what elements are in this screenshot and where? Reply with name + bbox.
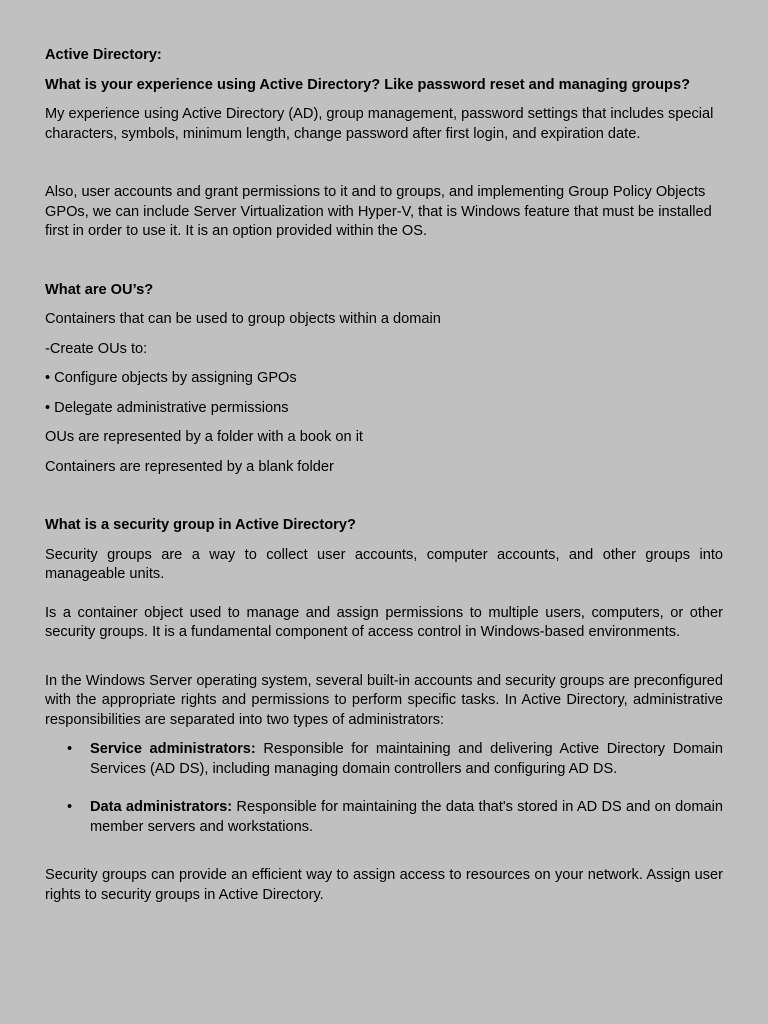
list-item — [45, 798, 723, 837]
bullet: • — [67, 799, 73, 815]
security-group-p4: Security groups can provide an efficient way to assign access to resources on your network. Assign user rights to security groups in Active Directory. — [45, 867, 723, 903]
ou-line: Containers are represented by a blank folder — [45, 458, 334, 475]
security-group-p3: In the Windows Server operating system, several built-in accounts and security groups are preconfigured with the appropriate rights and permissions to perform specific tasks. In Active Directory, administrative responsibilities are separated into two types of administrators: — [45, 672, 723, 728]
list-item — [45, 740, 723, 779]
question-ous: What are OU’s? — [45, 281, 154, 298]
question-security-group: What is a security group in Active Directory? — [45, 517, 356, 533]
ou-line: -Create OUs to: — [45, 340, 148, 357]
document-heading: Active Directory: — [45, 47, 162, 63]
ou-line: OUs are represented by a folder with a book on it — [45, 429, 363, 445]
admin-type-title: Data administrators: — [90, 799, 233, 815]
admin-types-list — [45, 740, 723, 837]
ou-line: Containers that can be used to group objects within a domain — [45, 311, 441, 327]
security-group-p2: Is a container object used to manage and assign permissions to multiple users, computers, or other security groups. It is a fundamental component of access control in Windows-based environments. — [45, 604, 723, 640]
question-ad-experience: What is your experience using Active Directory? Like password reset and managing groups? — [45, 76, 690, 93]
admin-type-description: Responsible for maintaining the data that's stored in AD DS and on domain member servers and workstations. — [90, 799, 724, 835]
admin-type-description: Responsible for maintaining and delivering Active Directory Domain Services (AD DS), including managing domain controllers and configuring AD DS. — [90, 741, 723, 777]
security-group-p1: Security groups are a way to collect user accounts, computer accounts, and other groups into manageable units. — [45, 546, 723, 582]
answer-ad-experience-p2: Also, user accounts and grant permissions to it and to groups, and implementing Group Policy Objects GPOs, we can include Server Virtualization with Hyper-V, that is Windows feature that must be installed first in order to use it. It is an option provided within the OS. — [45, 184, 712, 239]
ou-line: • Delegate administrative permissions — [45, 399, 289, 416]
answer-ad-experience-p1: My experience using Active Directory (AD), group management, password settings that includes special characters, symbols, minimum length, change password after first login, and expiration date. — [45, 106, 714, 142]
ou-line: • Configure objects by assigning GPOs — [45, 370, 297, 386]
admin-type-title: Service administrators: — [90, 741, 256, 757]
bullet: • — [67, 741, 73, 757]
